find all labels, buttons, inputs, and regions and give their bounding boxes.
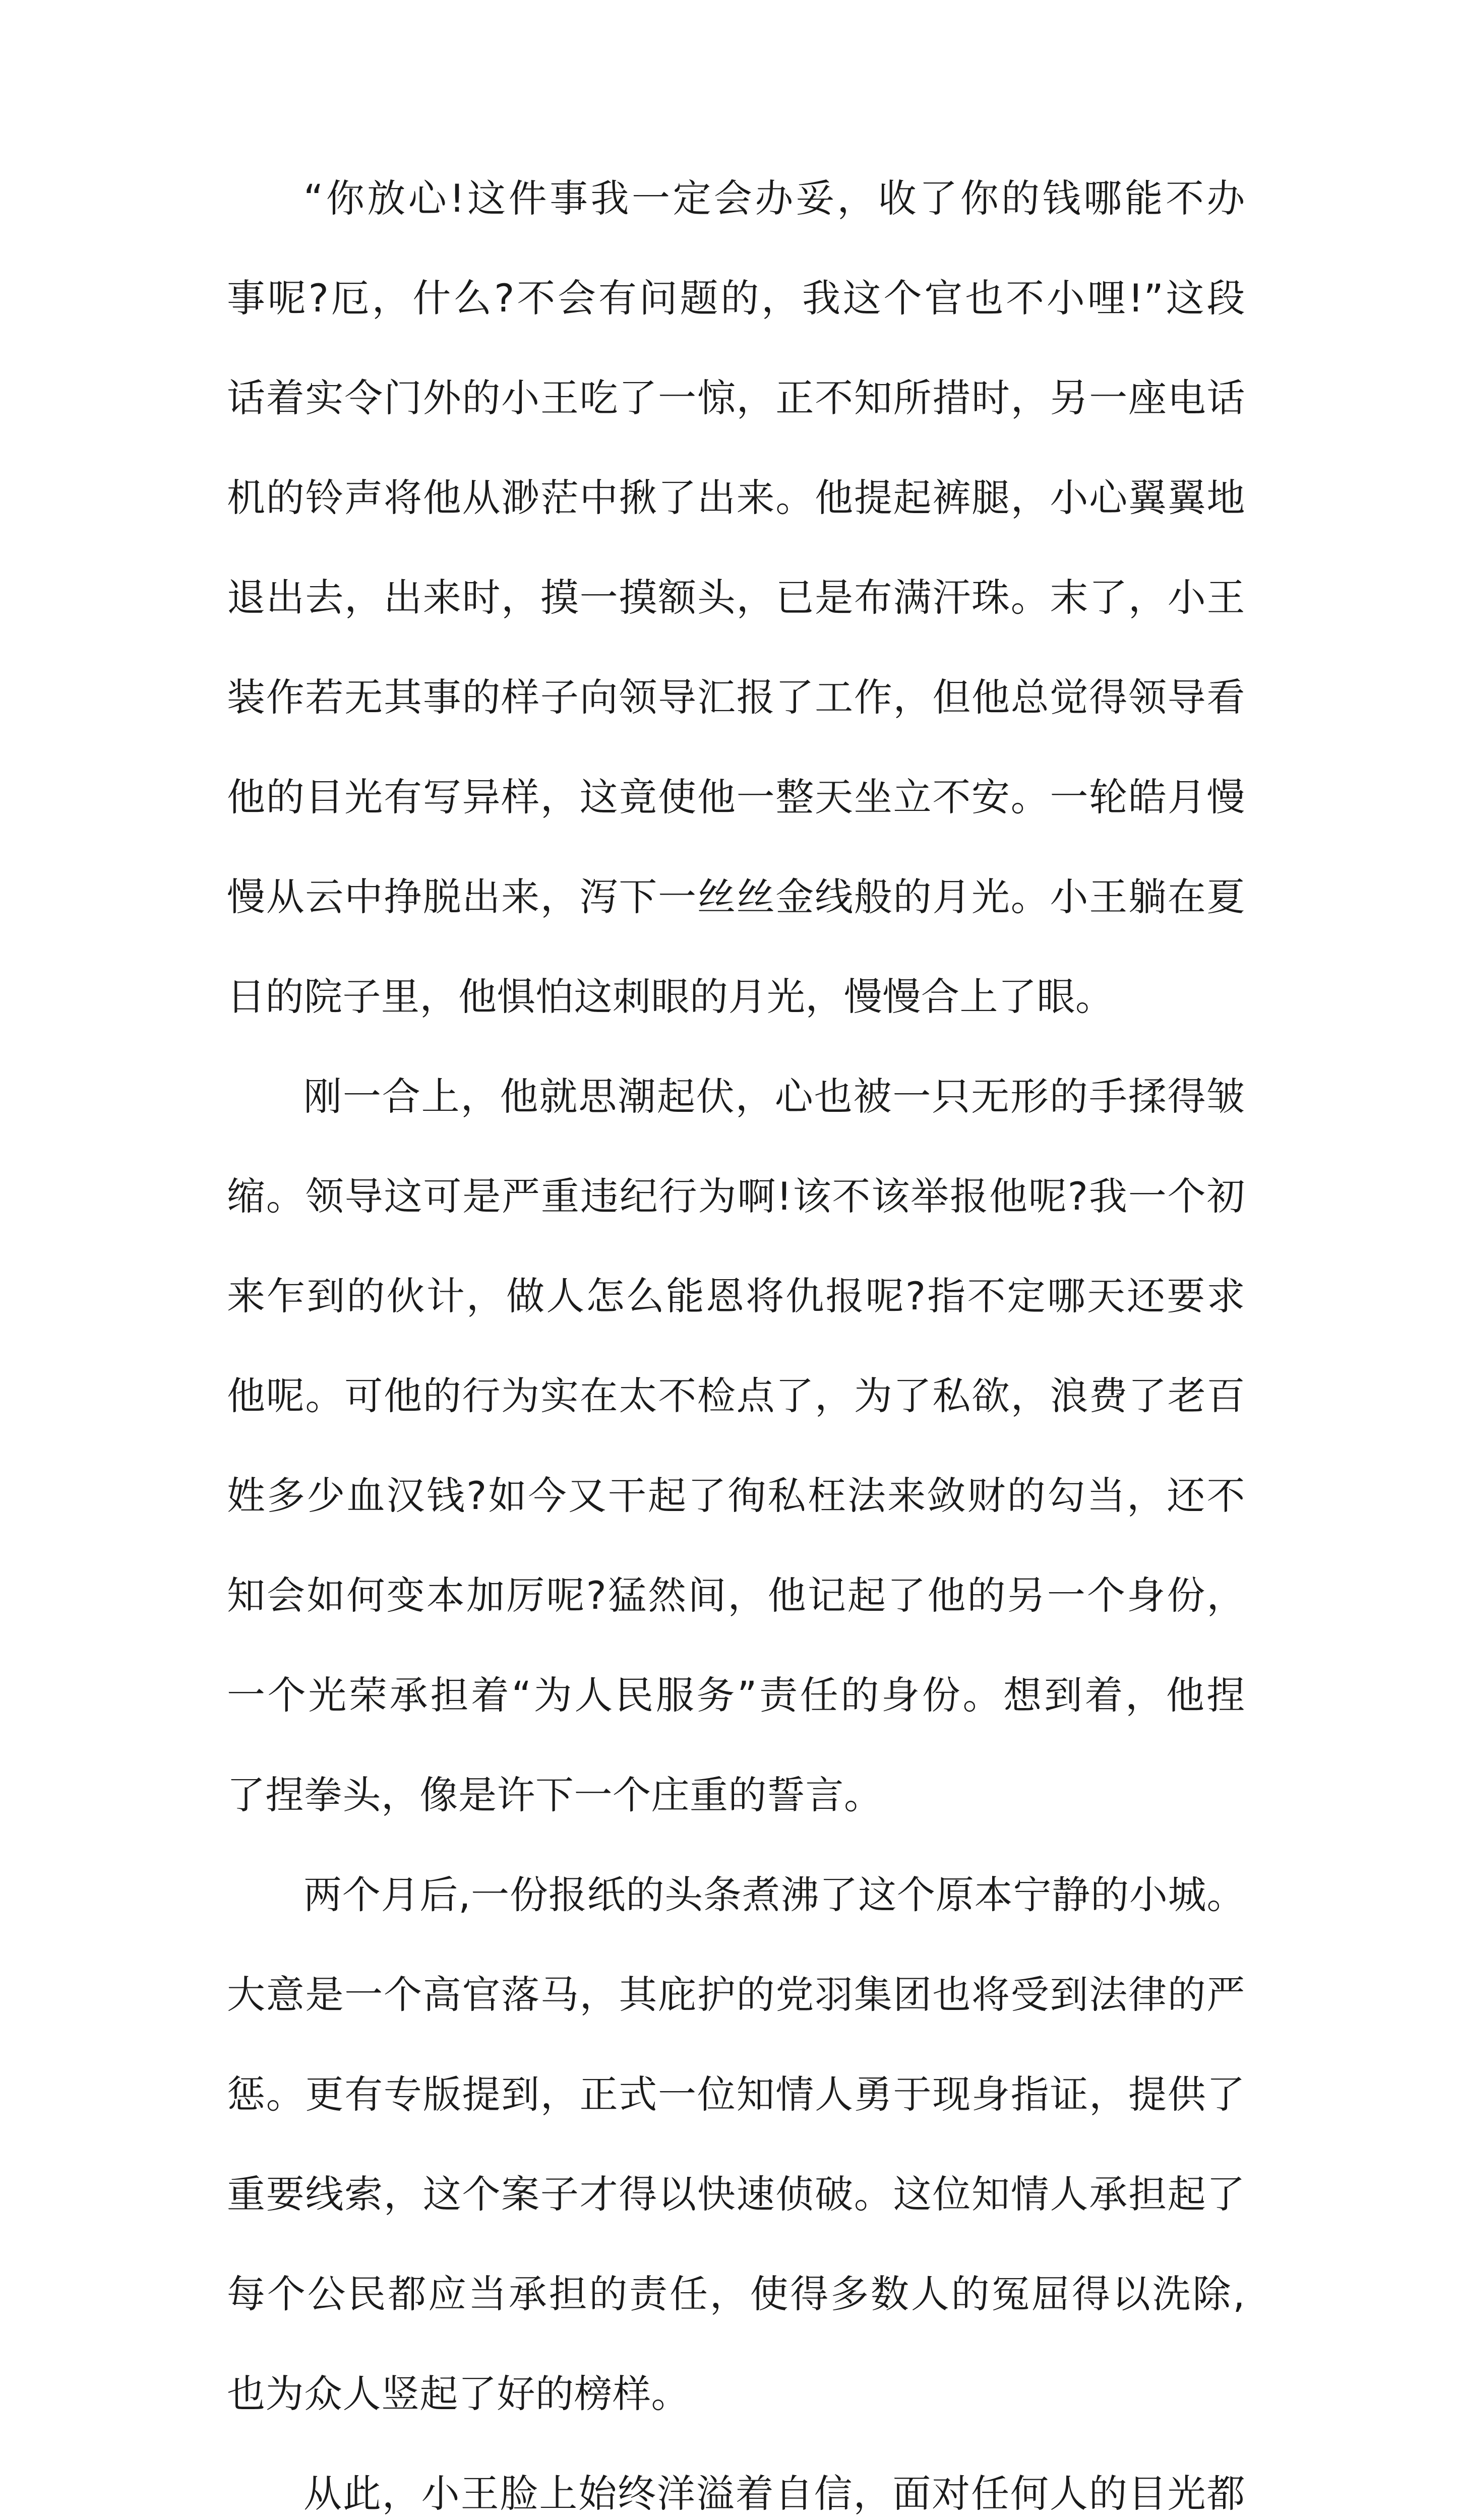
- text-line: 他的目光有写异样，这竟使他一整天坐立不安。一轮皓月慢: [227, 775, 1245, 820]
- text-line: 知会如何变本加厉呢?猛然间，他记起了他的另一个身份，: [227, 1573, 1245, 1618]
- text-line: 一个光荣承担着“为人民服务”责任的身份。想到着，他捏: [227, 1673, 1245, 1718]
- text-line: 重要线索，这个案子才得以快速侦破。这位知情人承担起了: [227, 2172, 1245, 2217]
- text-line: 每个公民都应当承担的责任，使得多数人的冤屈得以洗除,: [227, 2272, 1245, 2316]
- text-line: 姓多少血汉钱?如今又干起了徇私枉法来敛财的勾当，还不: [227, 1473, 1245, 1518]
- text-line: 慢从云中挣脱出来，泻下一丝丝金线般的月光。小王躺在夏: [227, 874, 1245, 919]
- text-line: 事呢?厄，什么?不会有问题的，我这个官也不小哩!”这段: [227, 276, 1245, 321]
- text-line: 从此，小王脸上始终洋溢着自信，面对任何人的目光都: [303, 2471, 1245, 2516]
- text-line: 了捏拳头，像是许下一个庄重的誓言。: [227, 1773, 883, 1817]
- text-line: 来乍到的伙计，做人怎么能恩将仇报呢?指不定哪天还要求: [227, 1274, 1245, 1318]
- text-line: 话着实令门外的小王吃了一惊，正不知所措时，另一座电话: [227, 375, 1245, 420]
- document-body: [227, 174, 1245, 2520]
- text-line: 退出去，出来时，摸一摸额头，已是布满汗珠。末了，小王: [227, 575, 1245, 620]
- text-line: 缩。领导这可是严重违纪行为啊!该不该举报他呢?我一个初: [227, 1174, 1245, 1219]
- text-line: 刚一合上，他就思潮起伏，心也被一只无形的手揉得皱: [303, 1074, 1245, 1119]
- text-line: 机的铃声将他从渺茫中揪了出来。他提起裤腿，小心翼翼地: [227, 475, 1245, 520]
- text-line: 大意是一个高官落马，其庇护的党羽集团也将受到法律的严: [227, 1972, 1245, 2017]
- text-line: 惩。更有专版提到，正式一位知情人勇于现身指证，提供了: [227, 2072, 1245, 2117]
- text-line: 装作若无其事的样子向领导汇报了工作，但他总觉得领导看: [227, 675, 1245, 720]
- text-line: 日的院子里，他惧怕这刺眼的月光，慢慢合上了眼。: [227, 974, 1114, 1019]
- text-line: 他呢。可他的行为实在太不检点了，为了私欲，浪费了老百: [227, 1373, 1245, 1418]
- text-line: 也为众人竖起了好的榜样。: [227, 2371, 690, 2416]
- text-line: “你放心!这件事我一定会办妥，收了你的钱哪能不办: [303, 176, 1245, 221]
- text-line: 两个月后,一份报纸的头条煮沸了这个原本宁静的小城。: [303, 1872, 1245, 1917]
